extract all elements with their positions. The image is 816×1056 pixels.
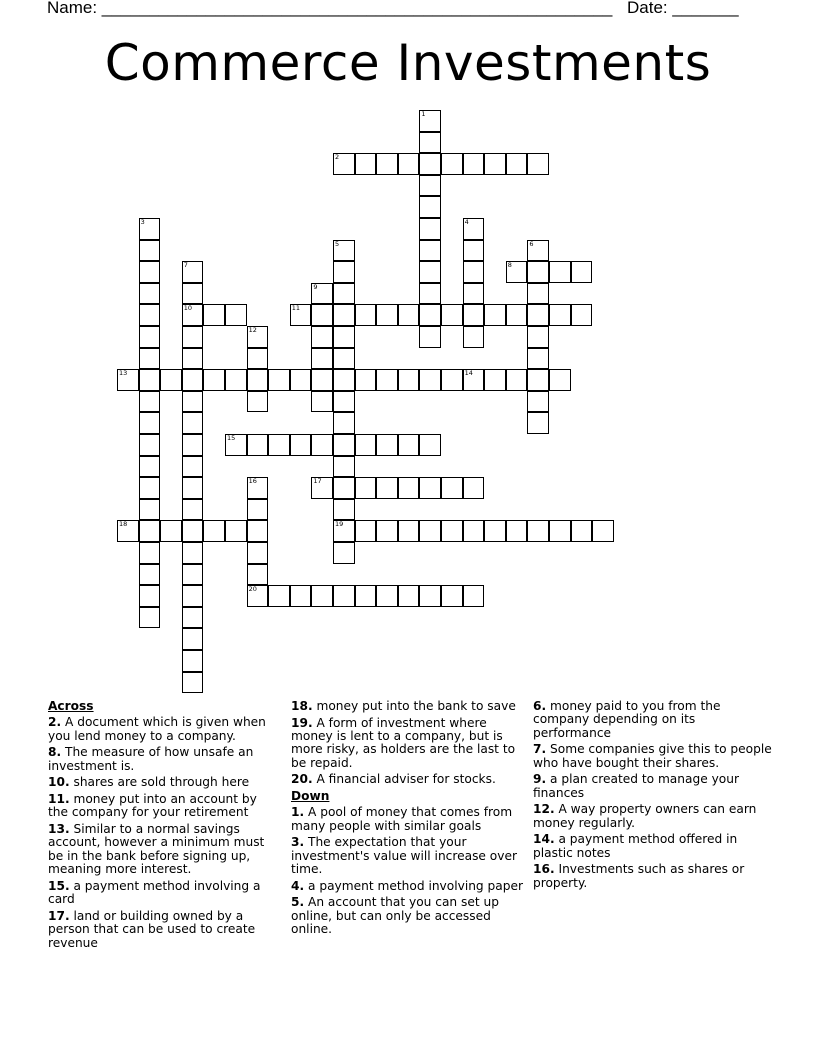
- grid-cell[interactable]: [182, 369, 204, 391]
- down-clue-9: 9. a plan created to manage your finances: [533, 772, 739, 800]
- grid-cell[interactable]: [139, 499, 161, 521]
- grid-cell[interactable]: [527, 348, 549, 370]
- grid-cell[interactable]: [290, 585, 312, 607]
- grid-cell[interactable]: [549, 520, 571, 542]
- grid-cell[interactable]: [225, 304, 247, 326]
- grid-cell[interactable]: [527, 391, 549, 413]
- grid-cell[interactable]: [247, 326, 269, 348]
- grid-cell[interactable]: [506, 153, 528, 175]
- grid-cell[interactable]: [247, 434, 269, 456]
- grid-cell[interactable]: [398, 153, 420, 175]
- grid-cell[interactable]: [311, 369, 333, 391]
- page-title: Commerce Investments: [104, 34, 712, 92]
- grid-cell[interactable]: [419, 261, 441, 283]
- grid-cell[interactable]: [139, 520, 161, 542]
- grid-cell[interactable]: [527, 412, 549, 434]
- grid-cell[interactable]: [268, 585, 290, 607]
- grid-cell[interactable]: [355, 434, 377, 456]
- grid-cell[interactable]: [441, 585, 463, 607]
- across-clue-20: 20. A financial adviser for stocks.: [291, 772, 496, 787]
- grid-cell[interactable]: [182, 672, 204, 694]
- grid-cell[interactable]: [398, 477, 420, 499]
- grid-cell[interactable]: [419, 240, 441, 262]
- grid-cell[interactable]: [182, 650, 204, 672]
- grid-cell[interactable]: [333, 434, 355, 456]
- clue-number: 10: [183, 304, 193, 313]
- grid-cell[interactable]: [311, 585, 333, 607]
- grid-cell[interactable]: [203, 520, 225, 542]
- grid-cell[interactable]: [182, 564, 204, 586]
- grid-cell[interactable]: [268, 369, 290, 391]
- grid-cell[interactable]: [527, 240, 549, 262]
- clue-number: 4: [464, 218, 469, 226]
- clue-number: 14: [464, 369, 473, 378]
- clue-number: 6: [529, 239, 534, 248]
- grid-cell[interactable]: [139, 261, 161, 283]
- grid-cell[interactable]: [376, 304, 398, 326]
- grid-cell[interactable]: [419, 434, 441, 456]
- grid-cell[interactable]: [247, 564, 269, 586]
- across-heading: Across: [48, 699, 94, 713]
- clue-number: 13: [119, 369, 128, 378]
- grid-cell[interactable]: [527, 369, 549, 391]
- down-clue-6: 6. money paid to you from the company depending on its performance: [533, 699, 721, 740]
- clue-number: 2: [335, 153, 340, 162]
- clue-number: 11: [291, 304, 301, 313]
- clue-number: 15: [227, 434, 236, 442]
- down-clue-16: 16. Investments such as shares or property.: [533, 862, 745, 890]
- grid-cell[interactable]: [182, 391, 204, 413]
- grid-cell[interactable]: [549, 261, 571, 283]
- date-field[interactable]: Date: _______: [627, 0, 739, 17]
- across-clue-17: 17. land or building owned by a person that can be used to create revenue: [48, 908, 256, 950]
- clue-number: 16: [248, 477, 257, 486]
- grid-cell[interactable]: [182, 412, 204, 434]
- grid-cell[interactable]: [419, 153, 441, 175]
- clue-number: 8: [507, 261, 512, 270]
- grid-cell[interactable]: [139, 542, 161, 564]
- down-clue-7: 7. Some companies give this to people who have bought their shares.: [533, 742, 772, 770]
- grid-cell[interactable]: [419, 218, 441, 240]
- grid-cell[interactable]: [139, 412, 161, 434]
- grid-cell[interactable]: [225, 434, 247, 456]
- grid-cell[interactable]: [527, 326, 549, 348]
- across-clue-2: 2. A document which is given when you lend money to a company.: [48, 715, 266, 743]
- grid-cell[interactable]: [376, 369, 398, 391]
- grid-cell[interactable]: [376, 477, 398, 499]
- grid-cell[interactable]: [355, 304, 377, 326]
- grid-cell[interactable]: [419, 132, 441, 154]
- grid-cell[interactable]: [139, 477, 161, 499]
- grid-cell[interactable]: [571, 520, 593, 542]
- grid-cell[interactable]: [333, 304, 355, 326]
- grid-cell[interactable]: [139, 218, 161, 240]
- grid-cell[interactable]: [182, 477, 204, 499]
- grid-cell[interactable]: [419, 196, 441, 218]
- grid-cell[interactable]: [441, 477, 463, 499]
- grid-cell[interactable]: [484, 520, 506, 542]
- grid-cell[interactable]: [571, 304, 593, 326]
- grid-cell[interactable]: [506, 520, 528, 542]
- grid-cell[interactable]: [355, 585, 377, 607]
- clue-number: 17: [313, 477, 322, 486]
- clue-number: 12: [248, 326, 257, 334]
- grid-cell[interactable]: [441, 520, 463, 542]
- clue-number: 20: [248, 585, 257, 594]
- grid-cell[interactable]: [463, 369, 485, 391]
- grid-cell[interactable]: [419, 520, 441, 542]
- grid-cell[interactable]: [139, 348, 161, 370]
- grid-cell[interactable]: [139, 391, 161, 413]
- grid-cell[interactable]: [506, 261, 528, 283]
- grid-cell[interactable]: [398, 434, 420, 456]
- down-clue-1: 1. A pool of money that comes from many people with similar goals: [291, 805, 513, 833]
- grid-cell[interactable]: [398, 304, 420, 326]
- down-clue-5: 5. An account that you can set up online, but can only be accessed online.: [291, 895, 499, 937]
- grid-cell[interactable]: [160, 520, 182, 542]
- grid-cell[interactable]: [333, 520, 355, 542]
- down-clue-4: 4. a payment method involving paper: [291, 878, 523, 893]
- grid-cell[interactable]: [182, 520, 204, 542]
- grid-cell[interactable]: [182, 304, 204, 326]
- grid-cell[interactable]: [355, 477, 377, 499]
- down-clue-3: 3. The expectation that your investment's value will increase over time.: [291, 835, 517, 877]
- grid-cell[interactable]: [139, 369, 161, 391]
- grid-cell[interactable]: [419, 283, 441, 305]
- grid-cell[interactable]: [333, 542, 355, 564]
- grid-cell[interactable]: [463, 304, 485, 326]
- grid-cell[interactable]: [333, 585, 355, 607]
- grid-cell[interactable]: [139, 326, 161, 348]
- grid-cell[interactable]: [182, 585, 204, 607]
- grid-cell[interactable]: [225, 520, 247, 542]
- down-heading: Down: [291, 789, 330, 803]
- grid-cell[interactable]: [182, 348, 204, 370]
- grid-cell[interactable]: [463, 218, 485, 240]
- across-clue-13: 13. Similar to a normal savings account, however a minimum must be in the bank before signing up, meaning more interest.: [48, 822, 265, 877]
- grid-cell[interactable]: [398, 585, 420, 607]
- grid-cell[interactable]: [549, 369, 571, 391]
- clue-number: 5: [335, 239, 340, 248]
- grid-cell[interactable]: [333, 283, 355, 305]
- grid-cell[interactable]: [139, 585, 161, 607]
- clue-number: 7: [183, 261, 188, 270]
- across-clue-15: 15. a payment method involving a card: [48, 878, 261, 907]
- grid-cell[interactable]: [398, 369, 420, 391]
- grid-cell[interactable]: [182, 326, 204, 348]
- across-clue-11: 11. money put into an account by the company for your retirement: [48, 792, 257, 820]
- grid-cell[interactable]: [484, 153, 506, 175]
- grid-cell[interactable]: [333, 499, 355, 521]
- grid-cell[interactable]: [247, 542, 269, 564]
- grid-cell[interactable]: [311, 391, 333, 413]
- grid-cell[interactable]: [333, 261, 355, 283]
- grid-cell[interactable]: [247, 520, 269, 542]
- grid-cell[interactable]: [376, 153, 398, 175]
- grid-cell[interactable]: [182, 456, 204, 478]
- grid-cell[interactable]: [333, 326, 355, 348]
- clue-number: 3: [140, 218, 145, 226]
- grid-cell[interactable]: [182, 542, 204, 564]
- grid-cell[interactable]: [247, 499, 269, 521]
- clue-number: 19: [335, 520, 344, 529]
- grid-cell[interactable]: [441, 304, 463, 326]
- grid-cell[interactable]: [355, 520, 377, 542]
- grid-cell[interactable]: [463, 326, 485, 348]
- grid-cell[interactable]: [333, 240, 355, 262]
- grid-cell[interactable]: [527, 520, 549, 542]
- grid-cell[interactable]: [311, 283, 333, 305]
- grid-cell[interactable]: [139, 434, 161, 456]
- grid-cell[interactable]: [247, 391, 269, 413]
- across-clue-18: 18. money put into the bank to save: [291, 699, 516, 713]
- grid-cell[interactable]: [419, 477, 441, 499]
- grid-cell[interactable]: [311, 304, 333, 326]
- grid-cell[interactable]: [376, 585, 398, 607]
- clues-column-3: [533, 700, 773, 893]
- grid-cell[interactable]: [441, 153, 463, 175]
- grid-cell[interactable]: [203, 369, 225, 391]
- across-clue-8: 8. The measure of how unsafe an investment is.: [48, 745, 254, 773]
- grid-cell[interactable]: [139, 564, 161, 586]
- grid-cell[interactable]: [441, 369, 463, 391]
- grid-cell[interactable]: [376, 520, 398, 542]
- grid-cell[interactable]: [290, 369, 312, 391]
- grid-cell[interactable]: [182, 434, 204, 456]
- grid-cell[interactable]: [463, 240, 485, 262]
- across-clue-10: 10. shares are sold through here: [48, 775, 250, 790]
- grid-cell[interactable]: [398, 520, 420, 542]
- grid-cell[interactable]: [225, 369, 247, 391]
- grid-cell[interactable]: [527, 261, 549, 283]
- grid-cell[interactable]: [506, 369, 528, 391]
- grid-cell[interactable]: [117, 520, 139, 542]
- grid-cell[interactable]: [592, 520, 614, 542]
- grid-cell[interactable]: [268, 434, 290, 456]
- grid-cell[interactable]: [247, 348, 269, 370]
- grid-cell[interactable]: [160, 369, 182, 391]
- grid-cell[interactable]: [290, 434, 312, 456]
- grid-cell[interactable]: [527, 283, 549, 305]
- grid-cell[interactable]: [376, 434, 398, 456]
- clues-column-1: [48, 700, 274, 953]
- grid-cell[interactable]: [463, 585, 485, 607]
- grid-cell[interactable]: [182, 628, 204, 650]
- across-clue-19: 19. A form of investment where money is lent to a company, but is more risky, as holders are the last to be repaid.: [291, 715, 516, 770]
- grid-cell[interactable]: [333, 153, 355, 175]
- grid-cell[interactable]: [311, 326, 333, 348]
- grid-cell[interactable]: [139, 456, 161, 478]
- grid-cell[interactable]: [333, 369, 355, 391]
- grid-cell[interactable]: [484, 304, 506, 326]
- grid-cell[interactable]: [182, 283, 204, 305]
- grid-cell[interactable]: [463, 477, 485, 499]
- grid-cell[interactable]: [549, 304, 571, 326]
- grid-cell[interactable]: [355, 153, 377, 175]
- grid-cell[interactable]: [355, 369, 377, 391]
- grid-cell[interactable]: [139, 240, 161, 262]
- grid-cell[interactable]: [333, 412, 355, 434]
- grid-cell[interactable]: [419, 304, 441, 326]
- grid-cell[interactable]: [182, 607, 204, 629]
- grid-cell[interactable]: [419, 175, 441, 197]
- grid-cell[interactable]: [117, 369, 139, 391]
- grid-cell[interactable]: [333, 477, 355, 499]
- grid-cell[interactable]: [527, 153, 549, 175]
- grid-cell[interactable]: [419, 110, 441, 132]
- down-clue-14: 14. a payment method offered in plastic notes: [533, 832, 738, 860]
- grid-cell[interactable]: [139, 607, 161, 629]
- grid-cell[interactable]: [290, 304, 312, 326]
- grid-cell[interactable]: [463, 153, 485, 175]
- grid-cell[interactable]: [247, 477, 269, 499]
- grid-cell[interactable]: [247, 585, 269, 607]
- grid-cell[interactable]: [463, 261, 485, 283]
- grid-cell[interactable]: [203, 304, 225, 326]
- down-clue-12: 12. A way property owners can earn money regularly.: [533, 802, 757, 830]
- grid-cell[interactable]: [506, 304, 528, 326]
- grid-cell[interactable]: [333, 456, 355, 478]
- grid-cell[interactable]: [311, 477, 333, 499]
- grid-cell[interactable]: [139, 304, 161, 326]
- clues-column-2: [291, 700, 523, 940]
- grid-cell[interactable]: [333, 391, 355, 413]
- grid-cell[interactable]: [571, 261, 593, 283]
- grid-cell[interactable]: [484, 369, 506, 391]
- grid-cell[interactable]: [419, 369, 441, 391]
- grid-cell[interactable]: [333, 348, 355, 370]
- clue-number: 1: [421, 110, 426, 118]
- clue-number: 9: [313, 282, 318, 291]
- grid-cell[interactable]: [527, 304, 549, 326]
- grid-cell[interactable]: [182, 261, 204, 283]
- grid-cell[interactable]: [311, 434, 333, 456]
- grid-cell[interactable]: [463, 283, 485, 305]
- grid-cell[interactable]: [419, 585, 441, 607]
- grid-cell[interactable]: [463, 520, 485, 542]
- grid-cell[interactable]: [311, 348, 333, 370]
- clue-number: 18: [119, 520, 128, 529]
- grid-cell[interactable]: [139, 283, 161, 305]
- grid-cell[interactable]: [419, 326, 441, 348]
- grid-cell[interactable]: [247, 369, 269, 391]
- grid-cell[interactable]: [182, 499, 204, 521]
- name-field[interactable]: Name: ______________________________________________________: [47, 0, 613, 17]
